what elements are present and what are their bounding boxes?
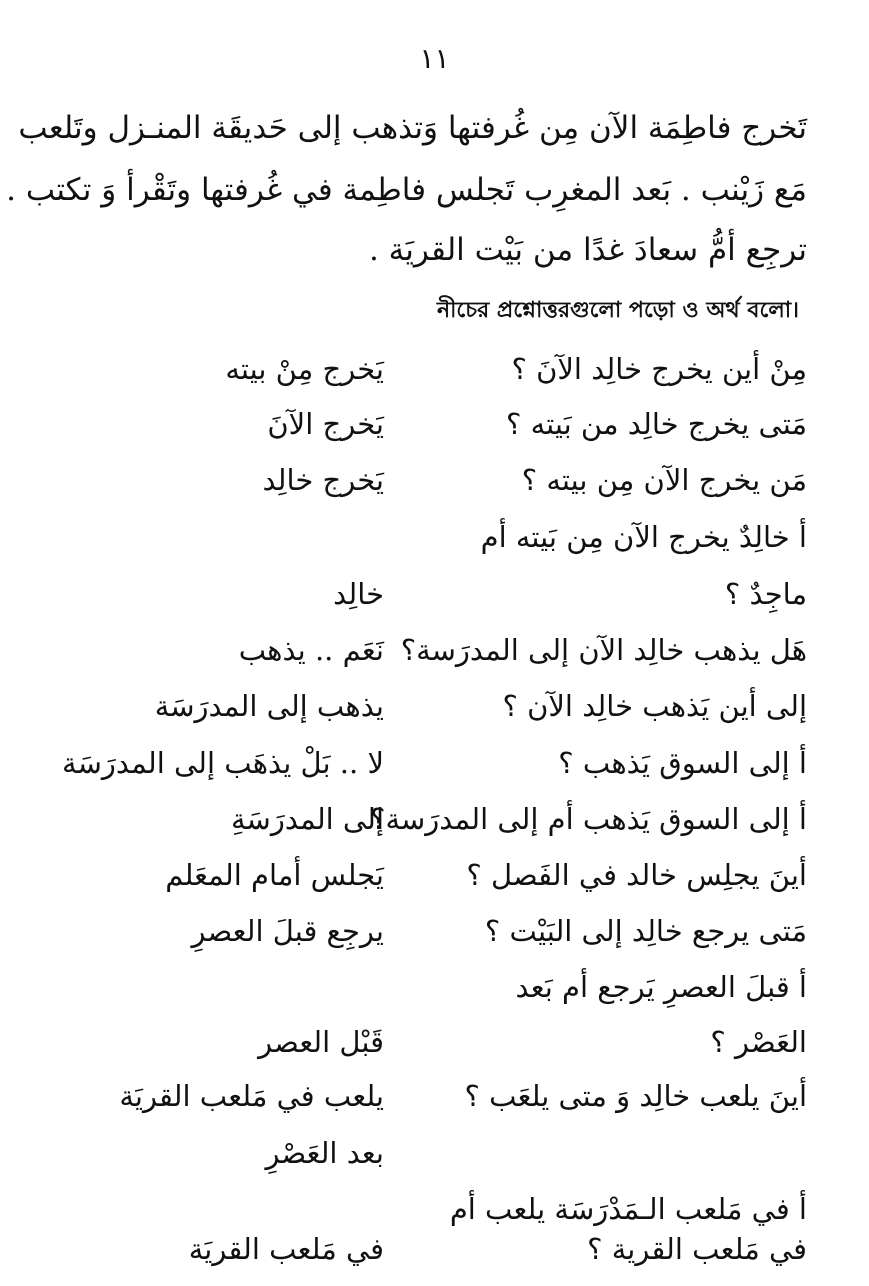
question-text: مَتى يخرج خالِد من بَيته ؟ (505, 407, 807, 441)
answer-text: يَخرج الآنَ (267, 407, 384, 441)
question-text: أ خالِدٌ يخرج الآن مِن بَيته أم (480, 520, 807, 554)
question-text: أ إلى السوق يَذهب أم إلى المدرَسة؟ (370, 802, 807, 836)
qa-row (0, 352, 869, 406)
question-text: مَتى يرجع خالِد إلى البَيْت ؟ (484, 914, 807, 948)
answer-text: بعد العَصْرِ (265, 1136, 384, 1170)
answer-text: إلى المدرَسَةِ (230, 802, 384, 836)
qa-row (0, 633, 869, 687)
qa-row (0, 858, 869, 912)
question-text: مِنْ أين يخرج خالِد الآنَ ؟ (511, 352, 807, 386)
answer-text: يَخرج خالِد (262, 463, 384, 497)
answer-text: خالِد (333, 577, 384, 611)
qa-row (0, 970, 869, 1024)
answer-text: نَعَم .. يذهب (238, 633, 384, 667)
question-text: أ قبلَ العصرِ يَرجع أم بَعد (515, 970, 807, 1004)
qa-row (0, 1136, 869, 1190)
answer-text: يرجِع قبلَ العصرِ (191, 914, 384, 948)
qa-row (0, 746, 869, 800)
qa-row (0, 689, 869, 743)
question-text: مَن يخرج الآن مِن بيته ؟ (521, 463, 807, 497)
qa-row (0, 463, 869, 517)
qa-row (0, 802, 869, 856)
question-text: في مَلعب القرية ؟ (587, 1232, 807, 1266)
qa-row (0, 520, 869, 574)
answer-text: يلعب في مَلعب القريَة (119, 1079, 384, 1113)
qa-row (0, 407, 869, 461)
page-number: ١١ (419, 42, 450, 75)
question-text: أينَ يجلِس خالد في الفَصل ؟ (466, 858, 807, 892)
question-text: أ في مَلعب الـمَدْرَسَة يلعب أم (449, 1192, 807, 1226)
answer-text: قَبْل العصر (258, 1025, 384, 1059)
question-text: ماجِدٌ ؟ (724, 577, 807, 611)
answer-text: يَخرج مِنْ بيته (225, 352, 384, 386)
qa-row (0, 1079, 869, 1133)
qa-row (0, 1232, 869, 1286)
question-text: العَصْر ؟ (710, 1025, 807, 1059)
qa-row (0, 914, 869, 968)
qa-row (0, 1025, 869, 1079)
qa-row (0, 577, 869, 631)
question-text: أ إلى السوق يَذهب ؟ (558, 746, 807, 780)
question-text: أينَ يلعب خالِد وَ متى يلعَب ؟ (464, 1079, 807, 1113)
answer-text: لا .. بَلْ يذهَب إلى المدرَسَة (62, 746, 384, 780)
question-text: هَل يذهب خالِد الآن إلى المدرَسة؟ (400, 633, 807, 667)
answer-text: يذهب إلى المدرَسَة (154, 689, 384, 723)
intro-line-2: مَع زَيْنب . بَعد المغرِب تَجلس فاطِمة في غُرفتها وتَقْرأ وَ تكتب . (6, 172, 807, 208)
answer-text: في مَلعب القريَة (188, 1232, 384, 1266)
intro-line-3: ترجِع أمُّ سعادَ غدًا من بَيْت القريَة . (368, 232, 807, 268)
answer-text: يَجلس أمام المعَلم (165, 858, 384, 892)
instruction-bengali: নীচের প্রশ্নোত্তরগুলো পড়ো ও অর্থ বলো। (436, 298, 799, 323)
intro-line-1: تَخرج فاطِمَة الآن مِن غُرفتها وَتذهب إلى حَديقَة المنـزل وتَلعب (18, 110, 807, 146)
question-text: إلى أين يَذهب خالِد الآن ؟ (502, 689, 807, 723)
